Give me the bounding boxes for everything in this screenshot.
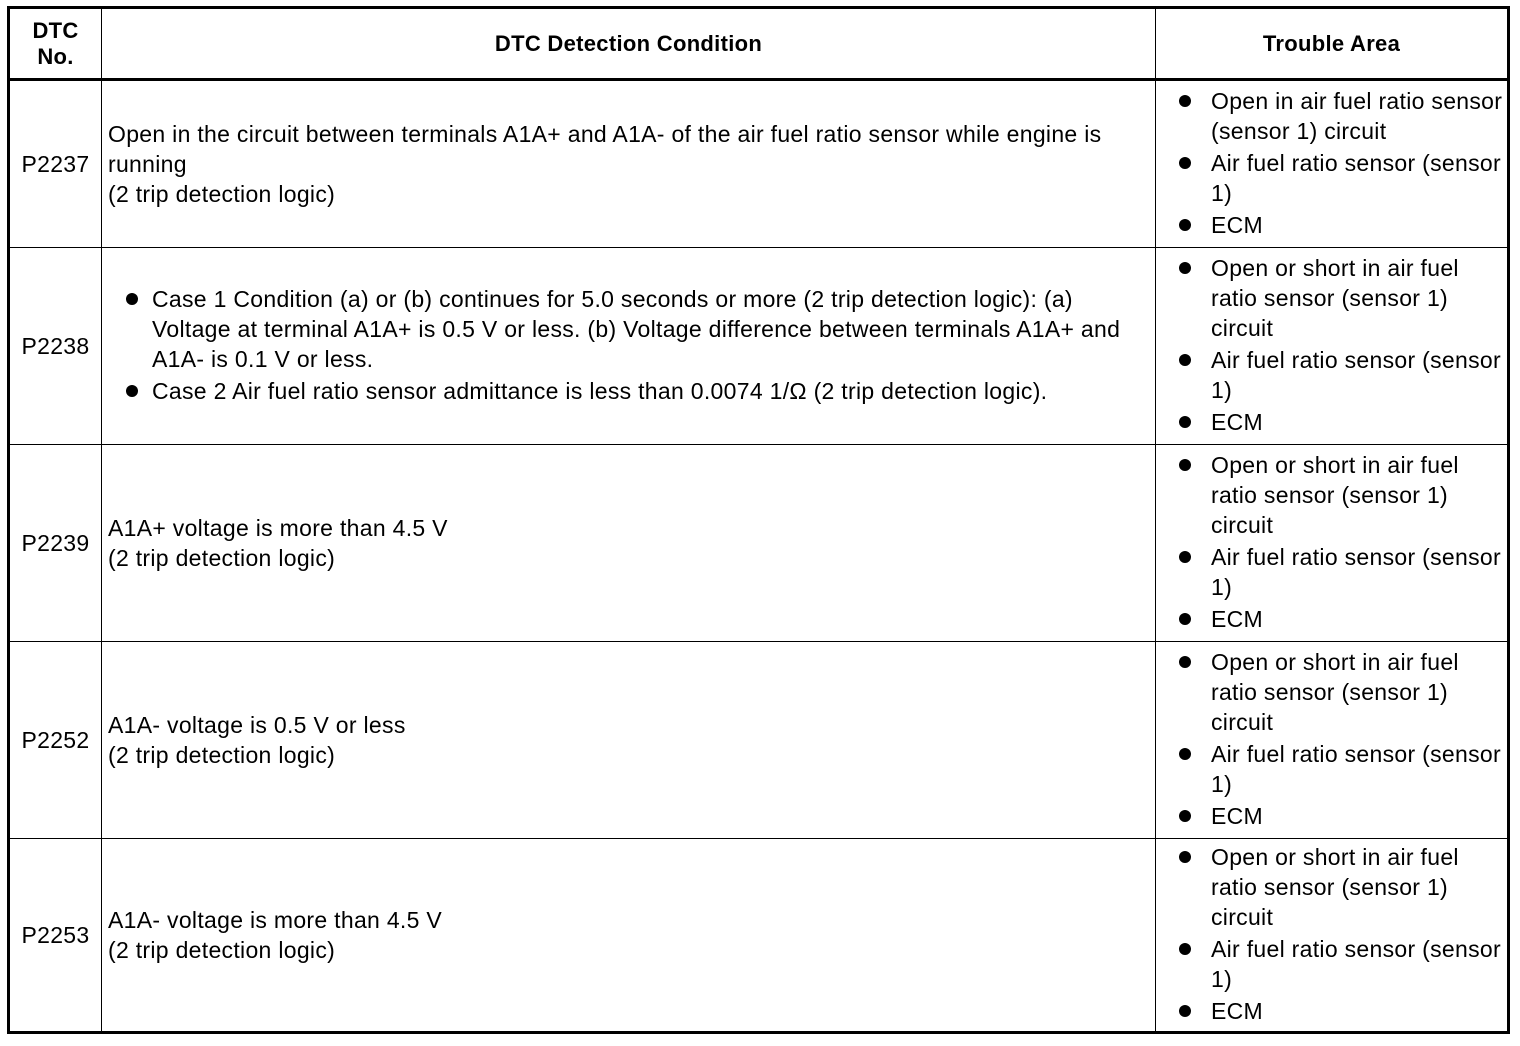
dtc-code: P2237 xyxy=(9,80,102,248)
detection-condition xyxy=(102,839,1156,1033)
condition-line: (2 trip detection logic) xyxy=(108,742,336,768)
list-item: Air fuel ratio sensor (sensor 1) xyxy=(1174,542,1503,602)
list-item: Open in air fuel ratio sensor (sensor 1) circuit xyxy=(1174,86,1503,146)
header-row xyxy=(9,8,1509,80)
condition-line: A1A+ voltage is more than 4.5 V xyxy=(108,515,448,541)
list-item: Open or short in air fuel ratio sensor (sensor 1) circuit xyxy=(1174,253,1503,343)
trouble-area-list xyxy=(1174,450,1503,634)
dtc-code: P2238 xyxy=(9,248,102,445)
list-item: Air fuel ratio sensor (sensor 1) xyxy=(1174,345,1503,405)
trouble-area-list xyxy=(1174,253,1503,437)
condition-line: Open in the circuit between terminals A1A+ and A1A- of the air fuel ratio sensor while engine is running xyxy=(108,121,1102,177)
list-item: Air fuel ratio sensor (sensor 1) xyxy=(1174,934,1503,994)
list-item: ECM xyxy=(1174,210,1503,240)
trouble-area xyxy=(1156,839,1509,1033)
table-header xyxy=(9,8,1509,80)
list-item: ECM xyxy=(1174,996,1503,1026)
list-item: Open or short in air fuel ratio sensor (sensor 1) circuit xyxy=(1174,647,1503,737)
detection-condition xyxy=(102,80,1156,248)
trouble-area-list xyxy=(1174,842,1503,1026)
list-item: ECM xyxy=(1174,801,1503,831)
list-item: Open or short in air fuel ratio sensor (sensor 1) circuit xyxy=(1174,842,1503,932)
list-item: Air fuel ratio sensor (sensor 1) xyxy=(1174,148,1503,208)
list-item: Open or short in air fuel ratio sensor (sensor 1) circuit xyxy=(1174,450,1503,540)
detection-condition xyxy=(102,445,1156,642)
trouble-area xyxy=(1156,80,1509,248)
dtc-code: P2252 xyxy=(9,642,102,839)
condition-list xyxy=(108,284,1147,406)
dtc-table xyxy=(7,6,1510,1034)
trouble-area xyxy=(1156,445,1509,642)
header-dtc-no: DTC No. xyxy=(9,8,102,80)
condition-line: A1A- voltage is more than 4.5 V xyxy=(108,907,443,933)
header-trouble-area: Trouble Area xyxy=(1156,8,1509,80)
trouble-area-list xyxy=(1174,647,1503,831)
trouble-area xyxy=(1156,642,1509,839)
table-row xyxy=(9,445,1509,642)
header-detection-condition: DTC Detection Condition xyxy=(102,8,1156,80)
condition-line: (2 trip detection logic) xyxy=(108,181,336,207)
list-item: ECM xyxy=(1174,604,1503,634)
table-row xyxy=(9,248,1509,445)
trouble-area xyxy=(1156,248,1509,445)
condition-line: (2 trip detection logic) xyxy=(108,545,336,571)
list-item: ECM xyxy=(1174,407,1503,437)
table-row xyxy=(9,839,1509,1033)
list-item: Case 2 Air fuel ratio sensor admittance is less than 0.0074 1/Ω (2 trip detection logic). xyxy=(108,376,1147,406)
condition-line: (2 trip detection logic) xyxy=(108,937,336,963)
table-row xyxy=(9,642,1509,839)
table-row xyxy=(9,80,1509,248)
dtc-code: P2239 xyxy=(9,445,102,642)
detection-condition xyxy=(102,248,1156,445)
trouble-area-list xyxy=(1174,86,1503,240)
list-item: Case 1 Condition (a) or (b) continues for 5.0 seconds or more (2 trip detection logic): (a) Voltage at terminal A1A+ is 0.5 V or less. (b) Voltage difference between terminals A1A+ and A1A- is 0.1 V or less. xyxy=(108,284,1147,374)
detection-condition xyxy=(102,642,1156,839)
condition-line: A1A- voltage is 0.5 V or less xyxy=(108,712,406,738)
dtc-code: P2253 xyxy=(9,839,102,1033)
list-item: Air fuel ratio sensor (sensor 1) xyxy=(1174,739,1503,799)
